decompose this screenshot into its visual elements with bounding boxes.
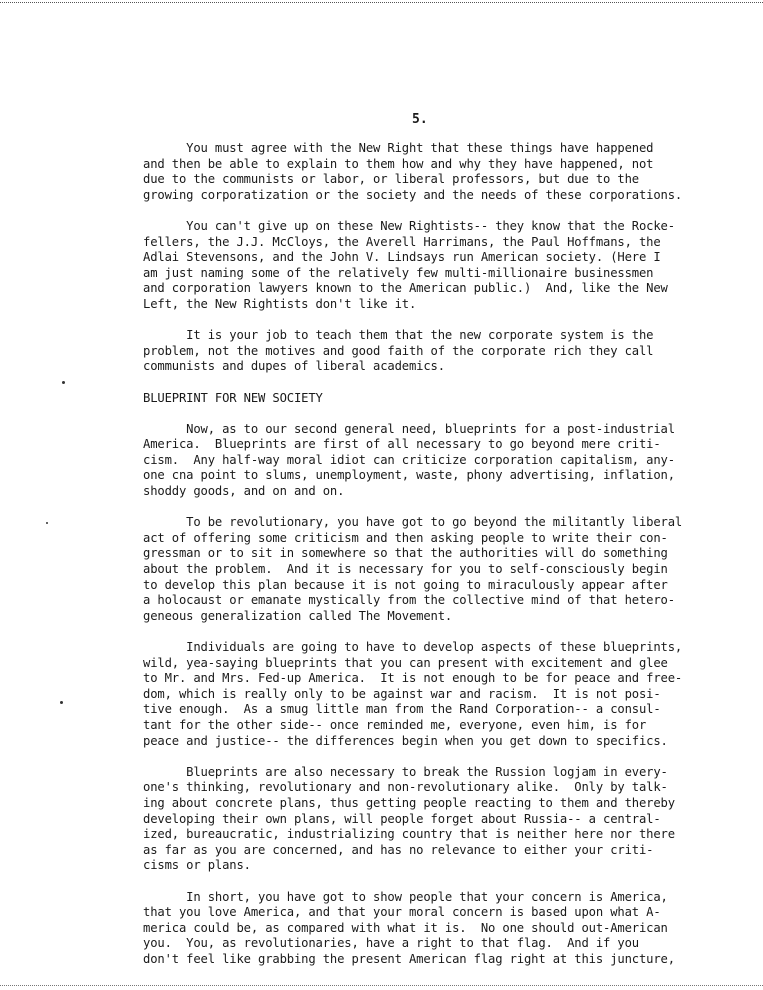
paragraph (143, 219, 703, 313)
text-line: you. You, as revolutionaries, have a right to that flag. And if you (143, 936, 639, 951)
text-line: growing corporatization or the society and the needs of these corporations. (143, 187, 683, 202)
text-line: shoddy goods, and on and on. (143, 484, 345, 499)
text-line: dom, which is really only to be against war and racism. It is not posi- (143, 686, 661, 701)
section-heading: BLUEPRINT FOR NEW SOCIETY (143, 390, 323, 405)
text-line: peace and justice-- the differences begin when you get down to specifics. (143, 733, 668, 748)
text-line: to develop this plan because it is not going to miraculously appear after (143, 577, 668, 592)
text-line: one's thinking, revolutionary and non-revolutionary alike. Only by talk- (143, 780, 668, 795)
scan-speck (46, 522, 48, 524)
text-line: wild, yea-saying blueprints that you can present with excitement and glee (143, 655, 668, 670)
top-edge-rule (0, 2, 763, 3)
text-line: America. Blueprints are first of all necessary to go beyond mere criti- (143, 437, 661, 452)
scan-speck (62, 381, 65, 384)
text-line: You must agree with the New Right that these things have happened (143, 141, 654, 155)
text-line: fellers, the J.J. McCloys, the Averell Harrimans, the Paul Hoffmans, the (143, 234, 661, 249)
text-line: ized, bureaucratic, industrializing country that is neither here nor there (143, 827, 675, 842)
text-line: to Mr. and Mrs. Fed-up America. It is not enough to be for peace and free- (143, 671, 683, 686)
paragraph (143, 422, 703, 500)
text-line: It is your job to teach them that the new corporate system is the (143, 328, 654, 343)
text-line: don't feel like grabbing the present American flag right at this juncture, (143, 951, 675, 966)
text-line: In short, you have got to show people that your concern is America, (143, 889, 668, 904)
paragraph (143, 890, 703, 968)
text-line: To be revolutionary, you have got to go beyond the militantly liberal (143, 515, 683, 530)
text-line: tive enough. As a smug little man from the Rand Corporation-- a consul- (143, 702, 661, 717)
page-number: 5. (412, 112, 428, 127)
text-line: one cna point to slums, unemployment, waste, phony advertising, inflation, (143, 468, 675, 483)
text-line: Adlai Stevensons, and the John V. Lindsays run American society. (Here I (143, 250, 661, 265)
text-line: cisms or plans. (143, 858, 251, 873)
paragraph (143, 765, 703, 874)
text-line: about the problem. And it is necessary for you to self-consciously begin (143, 562, 668, 577)
text-line: Individuals are going to have to develop aspects of these blueprints, (143, 640, 683, 654)
text-line: tant for the other side-- once reminded me, everyone, even him, is for (143, 717, 647, 732)
text-line: and corporation lawyers known to the American public.) And, like the New (143, 281, 668, 296)
paragraph (143, 640, 703, 749)
text-line: that you love America, and that your moral concern is based upon what A- (143, 905, 661, 920)
paragraph (143, 328, 703, 375)
text-line: Blueprints are also necessary to break the Russion logjam in every- (143, 764, 668, 779)
text-line: and then be able to explain to them how and why they have happened, not (143, 156, 654, 171)
text-line: merica could be, as compared with what it is. No one should out-American (143, 920, 668, 935)
text-line: a holocaust or emanate mystically from the collective mind of that hetero- (143, 593, 675, 608)
paragraph (143, 141, 703, 203)
text-line: Now, as to our second general need, blueprints for a post-industrial (143, 421, 675, 436)
text-line: ing about concrete plans, thus getting people reacting to them and thereby (143, 795, 675, 810)
bottom-edge-rule (0, 985, 763, 986)
text-line: communists and dupes of liberal academics. (143, 359, 445, 374)
text-line: am just naming some of the relatively few multi-millionaire businessmen (143, 265, 654, 280)
text-line: developing their own plans, will people forget about Russia-- a central- (143, 811, 661, 826)
text-line: cism. Any half-way moral idiot can criticize corporation capitalism, any- (143, 452, 675, 467)
text-line: problem, not the motives and good faith of the corporate rich they call (143, 343, 654, 358)
text-line: Left, the New Rightists don't like it. (143, 296, 417, 311)
text-line: geneous generalization called The Movement. (143, 608, 453, 623)
paragraph (143, 515, 703, 624)
text-line: due to the communists or labor, or liberal professors, but due to the (143, 172, 639, 187)
text-line: act of offering some criticism and then asking people to write their con- (143, 530, 668, 545)
text-line: gressman or to sit in somewhere so that the authorities will do something (143, 546, 668, 561)
scan-speck (60, 701, 63, 704)
text-line: as far as you are concerned, and has no relevance to either your criti- (143, 842, 654, 857)
text-line: You can't give up on these New Rightists-- they know that the Rocke- (143, 218, 675, 233)
document-body (143, 141, 703, 983)
